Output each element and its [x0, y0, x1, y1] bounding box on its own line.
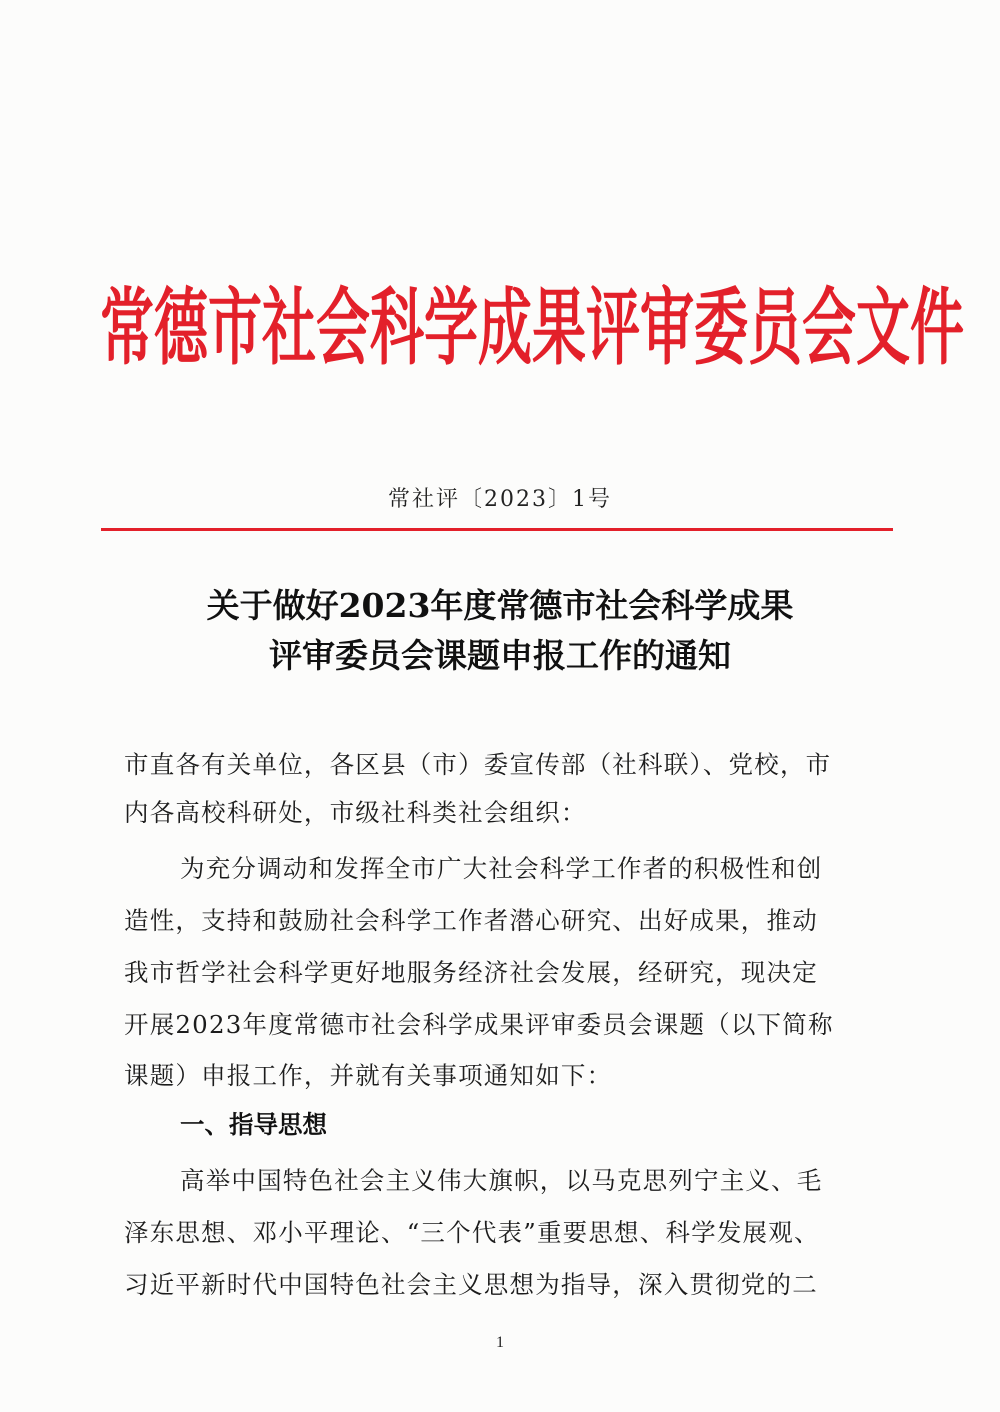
red-divider-line — [101, 528, 893, 531]
salutation-line-2: 内各高校科研处，市级社科类社会组织： — [124, 798, 587, 827]
page-number: 1 — [496, 1334, 504, 1351]
section-heading-guiding-ideology: 一、指导思想 — [180, 1110, 327, 1139]
paragraph-1-line-4: 开展2023年度常德市社会科学成果评审委员会课题（以下简称 — [124, 1010, 834, 1039]
document-title-line-2: 评审委员会课题申报工作的通知 — [269, 636, 731, 675]
salutation-line-1: 市直各有关单位，各区县（市）委宣传部（社科联）、党校，市 — [124, 750, 832, 779]
paragraph-1-line-2: 造性，支持和鼓励社会科学工作者潜心研究、出好成果，推动 — [124, 906, 818, 935]
paragraph-1-line-3: 我市哲学社会科学更好地服务经济社会发展，经研究，现决定 — [124, 958, 818, 987]
paragraph-1-line-5: 课题）申报工作，并就有关事项通知如下： — [124, 1061, 613, 1090]
section-1-line-2: 泽东思想、邓小平理论、“三个代表”重要思想、科学发展观、 — [124, 1218, 820, 1247]
section-1-line-1: 高举中国特色社会主义伟大旗帜，以马克思列宁主义、毛 — [180, 1166, 823, 1195]
paragraph-1-line-1: 为充分调动和发挥全市广大社会科学工作者的积极性和创 — [180, 854, 823, 883]
document-number: 常社评〔2023〕1号 — [388, 487, 612, 512]
document-masthead: 常德市社会科学成果评审委员会文件 — [100, 277, 964, 377]
section-1-line-3: 习近平新时代中国特色社会主义思想为指导，深入贯彻党的二 — [124, 1270, 818, 1299]
document-title-line-1: 关于做好2023年度常德市社会科学成果 — [206, 586, 794, 625]
